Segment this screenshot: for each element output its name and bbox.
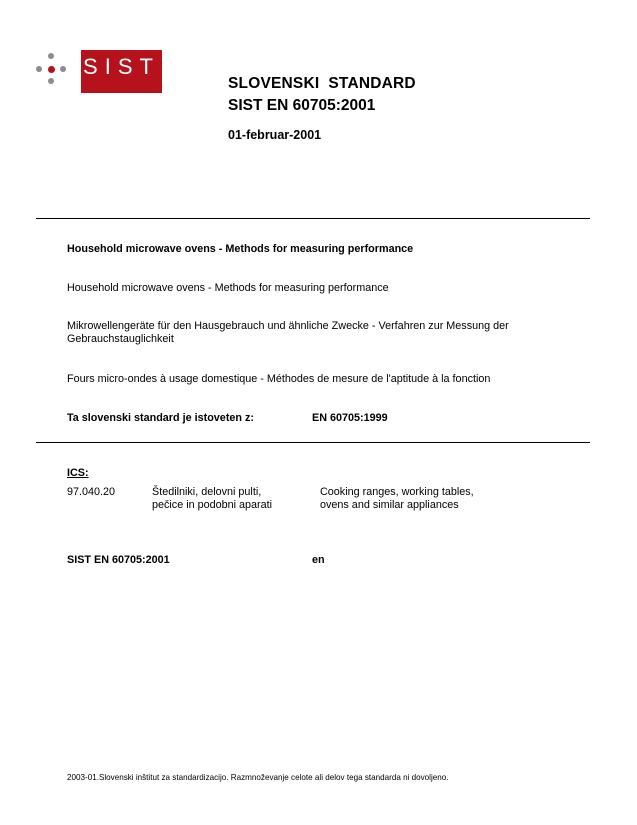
ics-code: 97.040.20 <box>67 486 116 498</box>
title-english: Household microwave ovens - Methods for measuring performance <box>67 282 389 294</box>
ics-description-en: Cooking ranges, working tables, ovens and similar appliances <box>320 486 474 511</box>
footer-copyright: 2003-01.Slovenski inštitut za standardizacijo. Razmnoževanje celote ali delov tega standarda ni dovoljeno. <box>67 773 449 782</box>
sist-logo <box>81 50 162 93</box>
top-divider <box>36 218 590 219</box>
standard-language: en <box>312 554 325 566</box>
ics-label: ICS: <box>67 467 89 479</box>
bottom-divider <box>36 442 590 443</box>
header-standard-code: SIST EN 60705:2001 <box>228 97 376 114</box>
title-french: Fours micro-ondes à usage domestique - Méthodes de mesure de l'aptitude à la fonction <box>67 373 491 385</box>
title-main: Household microwave ovens - Methods for measuring performance <box>67 243 414 255</box>
logo-dots-icon <box>36 53 72 83</box>
logo-text: SIST <box>83 54 160 79</box>
standard-code: SIST EN 60705:2001 <box>67 554 170 566</box>
header-date: 01-februar-2001 <box>228 128 322 142</box>
identical-label: Ta slovenski standard je istoveten z: <box>67 412 255 424</box>
identical-value: EN 60705:1999 <box>312 412 388 424</box>
header-standard-type: SLOVENSKI STANDARD <box>228 75 416 92</box>
title-german: Mikrowellengeräte für den Hausgebrauch und ähnliche Zwecke - Verfahren zur Messung der Gebrauchstauglichkeit <box>67 320 509 345</box>
ics-description-sl: Štedilniki, delovni pulti, pečice in podobni aparati <box>152 486 273 511</box>
